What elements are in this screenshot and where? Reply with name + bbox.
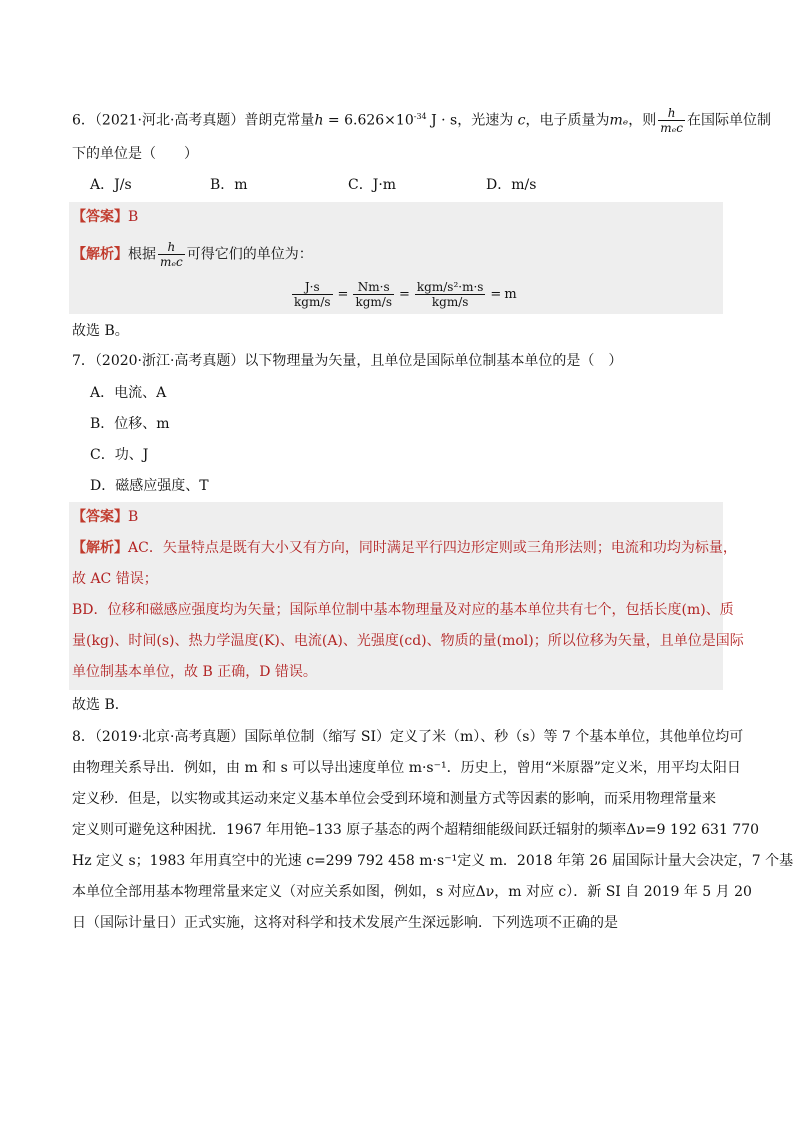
q6-planck-value: = 6.626×10 [323, 112, 414, 129]
q8-line6: 本单位全部用基本物理常量来定义（对应关系如图，例如，s 对应Δν，m 对应 c）．新 SI 自 2019 年 5 月 20 [72, 884, 752, 900]
q7-answer-tag: 【答案】 [72, 509, 128, 525]
q6-analysis-text: 根据 [128, 246, 156, 263]
q6-symbol-me: mₑ [609, 112, 629, 129]
q6-unit-equation [290, 280, 517, 309]
eq-fraction-2-den: kgm/s [355, 295, 392, 309]
q7-option-b: B．位移、m [90, 416, 170, 432]
eq-sign-3: = [490, 287, 502, 302]
q7-option-c: C．功、J [90, 447, 149, 463]
q6-answer-line [72, 206, 138, 228]
q6-answer-tag: 【答案】 [72, 209, 128, 225]
q7-analysis-line4: 量(kg)、时间(s)、热力学温度(K)、电流(A)、光强度(cd)、物质的量(mol)；所以位移为矢量，且单位是国际 [72, 633, 744, 649]
q7-stem: 7．（2020·浙江·高考真题）以下物理量为矢量，且单位是国际单位制基本单位的是（ ） [72, 353, 623, 369]
q8-line4: 定义则可避免这种困扰．1967 年用铯–133 原子基态的两个超精细能级间跃迁辐射的频率Δν=9 192 631 770 [72, 822, 760, 838]
eq-result: m [504, 287, 517, 302]
q6-stem-suffix: 在国际单位制 [686, 112, 771, 129]
q8-line5: Hz 定义 s；1983 年用真空中的光速 c=299 792 458 m·s⁻¹定义 m．2018 年第 26 届国际计量大会决定，7 个基 [72, 853, 794, 869]
q6-stem-line1 [72, 106, 771, 135]
q6-option-c: C．J·m [348, 177, 397, 193]
eq-fraction-1-num: J·s [304, 280, 320, 294]
q7-analysis-line3: BD．位移和磁感应强度均为矢量；国际单位制中基本物理量及对应的基本单位共有七个，包括长度(m)、质 [72, 602, 734, 618]
eq-fraction-3-den: kgm/s [415, 294, 486, 309]
q7-analysis-text1: AC．矢量特点是既有大小又有方向，同时满足平行四边形定则或三角形法则；电流和功均为标量， [128, 540, 737, 556]
q7-analysis-line1 [72, 537, 737, 559]
q6-symbol-c: c [513, 112, 526, 129]
q6-stem-mid3: ，电子质量为 [525, 112, 610, 129]
q6-stem-mid4: ，则 [628, 112, 657, 129]
q6-option-a: A．J/s [90, 177, 132, 193]
eq-fraction-3-num: kgm/s²·m·s [416, 280, 484, 294]
q6-conclusion: 故选 B。 [72, 323, 129, 339]
q6-stem-mid2: J · s，光速为 [426, 112, 514, 129]
q7-analysis-line2: 故 AC 错误； [72, 571, 158, 587]
q6-option-d: D．m/s [486, 177, 537, 193]
q7-answer-line [72, 506, 138, 528]
q6-analysis-fraction-den: mₑc [160, 255, 183, 269]
q6-fraction-num: h [667, 106, 676, 121]
q6-analysis-fraction-num: h [167, 240, 176, 254]
eq-sign-1: = [337, 287, 349, 302]
q6-stem-line2: 下的单位是（ ） [72, 146, 198, 162]
q8-line1: 8．（2019·北京·高考真题）国际单位制（缩写 SI）定义了米（m）、秒（s）等 7 个基本单位，其他单位均可 [72, 729, 744, 745]
eq-fraction-2-num: Nm·s [357, 280, 390, 294]
q8-line3: 定义秒．但是，以实物或其运动来定义基本单位会受到环境和测量方式等因素的影响，而采用物理常量来 [72, 791, 716, 807]
q6-analysis-fraction [158, 240, 185, 269]
q6-symbol-h: h [314, 112, 324, 129]
q7-conclusion: 故选 B． [72, 697, 129, 713]
q8-line7: 日（国际计量日）正式实施，这将对科学和技术发展产生深远影响．下列选项不正确的是 [72, 915, 618, 931]
q6-option-b: B．m [210, 177, 248, 193]
q6-analysis-suffix: 可得它们的单位为： [186, 246, 313, 263]
q6-fraction-den: mₑc [660, 121, 683, 136]
q6-answer-value: B [128, 209, 139, 225]
q6-analysis-tag: 【解析】 [72, 246, 128, 263]
q6-stem-prefix: 6．（2021·河北·高考真题）普朗克常量 [72, 112, 315, 129]
q6-fraction [658, 106, 685, 135]
eq-fraction-1-den: kgm/s [294, 295, 331, 309]
eq-fraction-1 [292, 280, 333, 309]
q7-option-d: D．磁感应强度、T [90, 478, 209, 494]
q6-planck-exponent: -34 [413, 112, 427, 121]
q7-option-a: A．电流、A [90, 385, 167, 401]
q7-analysis-line5: 单位制基本单位，故 B 正确，D 错误。 [72, 664, 317, 680]
q6-analysis-line [72, 240, 313, 269]
q8-line2: 由物理关系导出．例如，由 m 和 s 可以导出速度单位 m·s⁻¹．历史上，曾用“米原器”定义米，用平均太阳日 [72, 760, 741, 776]
q7-analysis-tag: 【解析】 [72, 540, 128, 556]
eq-fraction-2 [353, 280, 394, 309]
eq-sign-2: = [399, 287, 410, 302]
eq-fraction-3 [415, 280, 486, 309]
q7-answer-value: B [128, 509, 139, 525]
